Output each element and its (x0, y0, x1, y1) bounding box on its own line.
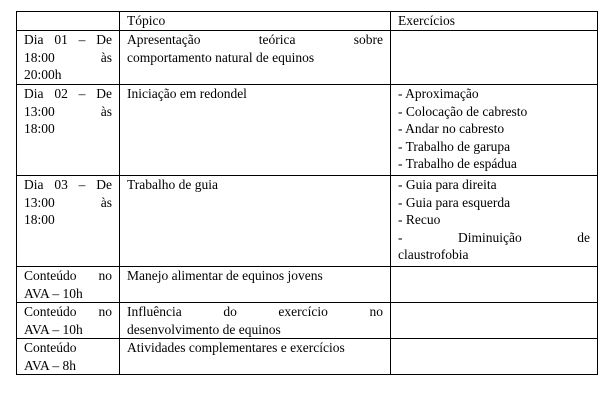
exercise-item: - Andar no cabresto (398, 121, 505, 136)
table-row (17, 85, 598, 176)
exercise-item: - Aproximação (398, 86, 479, 101)
schedule-table (16, 11, 598, 375)
day-line: Dia 02 – De (24, 86, 112, 101)
topic-line: Atividades complementares e exercícios (127, 340, 345, 355)
exercises-cell (391, 267, 598, 303)
topic-cell (120, 176, 391, 267)
exercises-cell (391, 176, 598, 267)
day-line: Dia 01 – De (24, 32, 112, 47)
exercise-item: - Trabalho de garupa (398, 138, 511, 154)
day-line: 20:00h (24, 67, 62, 82)
exercise-item: - Colocação de cabresto (398, 103, 528, 119)
exercise-item: - Guia para esquerda (398, 194, 511, 210)
day-line: AVA – 8h (24, 357, 77, 373)
topic-line: Iniciação em redondel (127, 86, 247, 101)
topic-line: comportamento natural de equinos (127, 49, 315, 65)
day-cell (17, 176, 120, 267)
day-cell (17, 31, 120, 85)
topic-line: Manejo alimentar de equinos jovens (127, 268, 323, 283)
header-cell-topic: Tópico (120, 12, 391, 31)
day-line: AVA – 10h (24, 285, 83, 301)
table-row (17, 339, 598, 375)
day-line: 18:00 (24, 212, 55, 227)
table-row (17, 176, 598, 267)
table-row (17, 267, 598, 303)
topic-cell (120, 303, 391, 339)
day-line: Conteúdo no (24, 304, 112, 319)
exercises-cell (391, 85, 598, 176)
table-row (17, 31, 598, 85)
day-line: Dia 03 – De (24, 177, 112, 192)
exercises-cell (391, 339, 598, 375)
table-row (17, 303, 598, 339)
header-cell-day (17, 12, 120, 31)
day-cell (17, 85, 120, 176)
day-line: 18:00 às (24, 49, 112, 65)
exercises-cell (391, 31, 598, 85)
day-line: 13:00 às (24, 194, 112, 210)
exercises-cell (391, 303, 598, 339)
day-cell (17, 339, 120, 375)
exercise-item: - Guia para direita (398, 177, 497, 192)
day-cell (17, 267, 120, 303)
topic-cell (120, 31, 391, 85)
topic-cell (120, 85, 391, 176)
topic-cell (120, 267, 391, 303)
topic-line: desenvolvimento de equinos (127, 321, 281, 337)
day-line: 13:00 às (24, 103, 112, 119)
table-header-row (17, 12, 598, 31)
exercise-item: - Recuo (398, 212, 441, 227)
day-cell (17, 303, 120, 339)
exercise-item: - Trabalho de espádua (398, 156, 517, 171)
header-cell-exercises: Exercícios (391, 12, 598, 31)
day-line: 18:00 (24, 121, 55, 136)
topic-line: Trabalho de guia (127, 177, 218, 192)
exercise-item: - Diminuição de (398, 229, 590, 245)
day-line: Conteúdo no (24, 268, 112, 283)
exercise-item: claustrofobia (398, 247, 469, 262)
topic-line: Apresentação teórica sobre (127, 32, 383, 47)
day-line: AVA – 10h (24, 321, 83, 337)
topic-cell (120, 339, 391, 375)
topic-line: Influência do exercício no (127, 304, 383, 319)
day-line: Conteúdo (24, 340, 77, 355)
